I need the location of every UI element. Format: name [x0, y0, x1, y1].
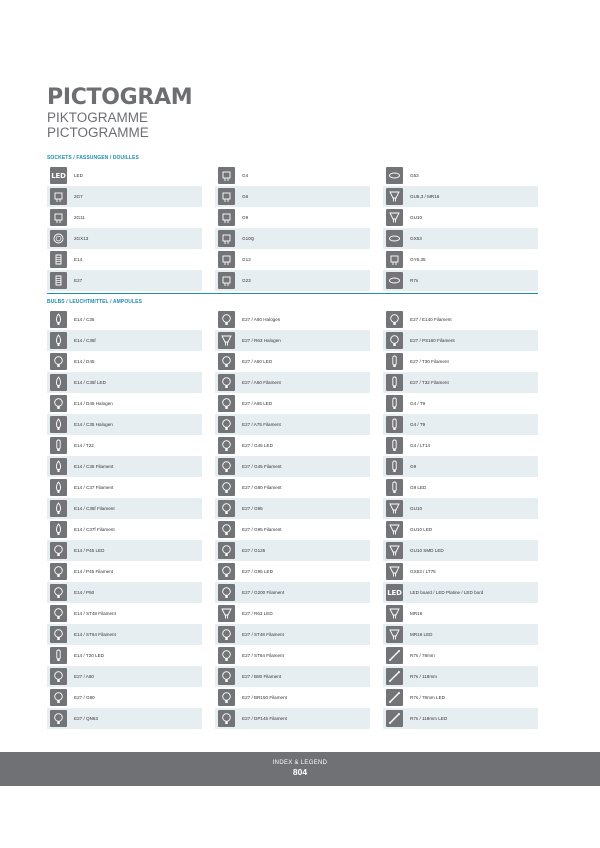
pictogram-cell: [383, 477, 538, 498]
pictogram-label: R7s / 118mm LED: [410, 716, 448, 721]
pictogram-cell: [47, 519, 202, 540]
pictogram-label: E27 / ST64 Filament: [242, 653, 284, 658]
pictogram-label: E14 / C35f: [74, 338, 96, 343]
pictogram-cell: [47, 624, 202, 645]
pictogram-label: E27 / E140 Filament: [410, 317, 452, 322]
pictogram-label: G4 / LT14: [410, 443, 431, 448]
pictogram-label: E27 / A75 Filament: [242, 422, 281, 427]
pictogram-label: E27 / G80: [74, 695, 95, 700]
pictogram-cell: [383, 372, 538, 393]
gx53-socket-icon: [386, 230, 403, 247]
bulb-icon: [218, 668, 235, 685]
pictogram-label: G9: [242, 215, 249, 220]
pictogram-cell: [383, 519, 538, 540]
bulb-row: [47, 351, 538, 372]
g6-pins-icon: [218, 188, 235, 205]
bulb-icon: [50, 311, 67, 328]
pictogram-label: E27 / R63 Halogen: [242, 338, 281, 343]
pictogram-cell: [383, 228, 538, 249]
pictogram-cell: [215, 456, 370, 477]
bulb-row: [47, 330, 538, 351]
bulb-icon: [50, 395, 67, 412]
pictogram-label: GU10 LED: [410, 527, 433, 532]
pictogram-label: E27 / BR150 Filament: [242, 695, 287, 700]
pictogram-cell: [383, 165, 538, 186]
bulb-icon: [50, 563, 67, 580]
pictogram-cell: [215, 330, 370, 351]
pictogram-label: E14 / C35f Filament: [74, 506, 115, 511]
pictogram-label: E27 / DP145 Filament: [242, 716, 287, 721]
pictogram-cell: [215, 207, 370, 228]
pictogram-cell: [47, 456, 202, 477]
bulb-icon: [50, 542, 67, 559]
pictogram-cell: [215, 540, 370, 561]
pictogram-label: E27 / PS160 Filament: [410, 338, 455, 343]
bulb-icon: [386, 437, 403, 454]
bulb-icon: [218, 395, 235, 412]
bulb-icon: [218, 584, 235, 601]
r7s-socket-icon: [386, 272, 403, 289]
bulb-icon: [218, 332, 235, 349]
g23-pins-icon: [218, 272, 235, 289]
pictogram-cell: [47, 498, 202, 519]
pictogram-label: G10Q: [242, 236, 255, 241]
bulb-row: [47, 498, 538, 519]
bulb-icon: [386, 353, 403, 370]
bulb-icon: [218, 311, 235, 328]
bulb-row: [47, 519, 538, 540]
pictogram-cell: [383, 666, 538, 687]
pictogram-label: E27 / QN63: [74, 716, 99, 721]
bulb-icon: [386, 416, 403, 433]
bulb-icon: [218, 479, 235, 496]
bulb-row: [47, 603, 538, 624]
pictogram-label: 2G7: [74, 194, 83, 199]
pictogram-cell: [47, 414, 202, 435]
pictogram-label: E14 / P45 Filament: [74, 569, 114, 574]
bulb-icon: [218, 563, 235, 580]
pictogram-label: E27 / A60 LED: [242, 359, 273, 364]
pictogram-cell: [47, 582, 202, 603]
bulbs-grid: [47, 309, 538, 729]
bulb-row: [47, 393, 538, 414]
bulb-row: [47, 561, 538, 582]
gu10-socket-icon: [386, 209, 403, 226]
pictogram-label: MR16: [410, 611, 423, 616]
bulb-icon: [50, 500, 67, 517]
pictogram-cell: [383, 498, 538, 519]
pictogram-cell: [215, 270, 370, 291]
bulb-icon: [50, 647, 67, 664]
pictogram-label: R7s / 78mm LED: [410, 695, 445, 700]
bulb-icon: [386, 458, 403, 475]
bulb-row: [47, 456, 538, 477]
bulb-icon: [386, 626, 403, 643]
pictogram-label: G4 / T9: [410, 422, 426, 427]
bulb-icon: [386, 521, 403, 538]
pictogram-label: GX53 / LT75: [410, 569, 436, 574]
bulb-row: [47, 540, 538, 561]
pictogram-label: E27 / G80 Filament: [242, 485, 282, 490]
bulb-icon: [386, 563, 403, 580]
g53-socket-icon: [386, 167, 403, 184]
pictogram-cell: [47, 540, 202, 561]
pictogram-cell: [383, 687, 538, 708]
pictogram-label: E14 / T20 LED: [74, 653, 105, 658]
bulb-icon: [386, 710, 403, 727]
pictogram-label: GU10 SMD LED: [410, 548, 444, 553]
pictogram-cell: [383, 414, 538, 435]
pictogram-cell: [383, 309, 538, 330]
socket-row: [47, 270, 538, 291]
pictogram-cell: [215, 309, 370, 330]
pictogram-cell: [47, 186, 202, 207]
pictogram-label: E27 / A60 Filament: [242, 380, 281, 385]
pictogram-cell: [383, 540, 538, 561]
pictogram-label: E27 / T32 Filament: [410, 380, 449, 385]
page-footer: [0, 752, 600, 786]
bulb-icon: [218, 605, 235, 622]
pictogram-label: E27 / G95: [242, 506, 263, 511]
footer-section-label: INDEX & LEGEND: [272, 760, 328, 766]
pictogram-label: MR16 LED: [410, 632, 433, 637]
pictogram-label: E14: [74, 257, 83, 262]
pictogram-cell: [47, 561, 202, 582]
pictogram-cell: [215, 372, 370, 393]
e27-thread-icon: [50, 272, 67, 289]
pictogram-label: G13: [242, 257, 251, 262]
bulb-icon: [50, 710, 67, 727]
bulb-icon: [386, 542, 403, 559]
g10q-pins-icon: [218, 230, 235, 247]
pictogram-cell: [47, 309, 202, 330]
bulb-icon: [386, 395, 403, 412]
bulb-icon: [218, 374, 235, 391]
page-number: 804: [292, 767, 308, 777]
pictogram-label: E14 / C37f Filament: [74, 527, 115, 532]
bulb-icon: [218, 353, 235, 370]
pictogram-cell: [215, 477, 370, 498]
e14-thread-icon: [50, 251, 67, 268]
pictogram-cell: [383, 186, 538, 207]
pictogram-cell: [47, 228, 202, 249]
socket-row: [47, 207, 538, 228]
pictogram-label: LED: [74, 173, 83, 178]
pictogram-label: E27 / G45 LED: [242, 443, 273, 448]
socket-row: [47, 186, 538, 207]
pictogram-label: G23: [242, 278, 251, 283]
gy635-pins-icon: [386, 251, 403, 268]
pictogram-cell: [215, 498, 370, 519]
pictogram-cell: [47, 477, 202, 498]
2gx13-ring-icon: [50, 230, 67, 247]
pictogram-cell: [215, 414, 370, 435]
pictogram-label: GX53: [410, 236, 422, 241]
bulb-icon: [218, 416, 235, 433]
pictogram-label: G53: [410, 173, 419, 178]
bulb-icon: [50, 332, 67, 349]
pictogram-label: E14 / C37 Filament: [74, 485, 114, 490]
pictogram-label: G6: [242, 194, 249, 199]
pictogram-cell: [47, 708, 202, 729]
pictogram-cell: [47, 435, 202, 456]
pictogram-cell: [383, 330, 538, 351]
pictogram-cell: [47, 372, 202, 393]
pictogram-cell: [215, 519, 370, 540]
pictogram-label: G9 LED: [410, 485, 427, 490]
pictogram-label: E14 / T22: [74, 443, 94, 448]
pictogram-label: GY6,35: [410, 257, 426, 262]
pictogram-label: E27 / A60: [74, 674, 94, 679]
pictogram-label: GU10: [410, 215, 423, 220]
pictogram-label: R7s / 118mm: [410, 674, 437, 679]
bulb-icon: [386, 500, 403, 517]
pictogram-cell: [215, 561, 370, 582]
sockets-section-label: SOCKETS / FASSUNGEN / DOUILLES: [47, 155, 139, 161]
sockets-grid: [47, 165, 538, 291]
pictogram-label: G4: [242, 173, 249, 178]
pictogram-cell: [215, 603, 370, 624]
pictogram-cell: [215, 645, 370, 666]
pictogram-label: E14 / C35 Filament: [74, 464, 114, 469]
pictogram-cell: [215, 582, 370, 603]
pictogram-cell: [47, 249, 202, 270]
pictogram-label: LED board / LED Platine / LED bord: [410, 590, 484, 595]
bulb-icon: [218, 689, 235, 706]
pictogram-label: G9: [410, 464, 417, 469]
pictogram-cell: [215, 393, 370, 414]
bulb-icon: [50, 437, 67, 454]
pictogram-label: E27 / G95 Filament: [242, 527, 282, 532]
pictogram-label: E27 / T30 Filament: [410, 359, 449, 364]
pictogram-label: E27 / A65 LED: [242, 401, 273, 406]
pictogram-cell: [383, 561, 538, 582]
pictogram-cell: [47, 603, 202, 624]
bulb-icon: [50, 668, 67, 685]
pictogram-cell: [383, 351, 538, 372]
pictogram-cell: [215, 165, 370, 186]
page-subtitle-fr: PICTOGRAMME: [47, 125, 149, 140]
bulb-icon: [218, 458, 235, 475]
bulb-icon: [386, 689, 403, 706]
pictogram-cell: [383, 645, 538, 666]
bulb-row: [47, 582, 538, 603]
pictogram-cell: [383, 393, 538, 414]
pictogram-label: E14 / C35 Halogen: [74, 422, 113, 427]
bulb-row: [47, 708, 538, 729]
pictogram-label: E27 / G200 Filament: [242, 590, 285, 595]
pictogram-cell: [383, 456, 538, 477]
2g11-pins-icon: [50, 209, 67, 226]
bulb-icon: [50, 353, 67, 370]
pictogram-label: GU5,3 / MR16: [410, 194, 440, 199]
pictogram-cell: [215, 228, 370, 249]
bulb-icon: [50, 374, 67, 391]
bulb-row: [47, 414, 538, 435]
pictogram-label: E14 / P50: [74, 590, 95, 595]
pictogram-cell: [47, 270, 202, 291]
bulb-row: [47, 372, 538, 393]
bulb-icon: [218, 647, 235, 664]
pictogram-label: E14 / D45: [74, 359, 95, 364]
bulb-icon: [50, 584, 67, 601]
led-text-icon: LED: [50, 167, 67, 184]
section-divider: [47, 293, 538, 294]
bulb-icon: [218, 437, 235, 454]
socket-row: [47, 165, 538, 186]
pictogram-label: E14 / ST64 Filament: [74, 632, 116, 637]
pictogram-cell: [215, 435, 370, 456]
page-subtitle-de: PIKTOGRAMME: [47, 110, 149, 125]
bulb-row: [47, 666, 538, 687]
bulbs-section-label: BULBS / LEUCHTMITTEL / AMPOULES: [47, 299, 143, 305]
gu53-socket-icon: [386, 188, 403, 205]
g4-pins-icon: [218, 167, 235, 184]
pictogram-label: E27 / R63 LED: [242, 611, 273, 616]
bulb-row: [47, 687, 538, 708]
pictogram-label: G4 / T9: [410, 401, 426, 406]
pictogram-cell: [47, 645, 202, 666]
pictogram-cell: [215, 666, 370, 687]
pictogram-cell: [47, 165, 202, 186]
bulb-icon: [50, 689, 67, 706]
pictogram-cell: [383, 207, 538, 228]
bulb-row: [47, 645, 538, 666]
g13-pins-icon: [218, 251, 235, 268]
pictogram-cell: [215, 708, 370, 729]
bulb-icon: [386, 311, 403, 328]
pictogram-label: E14 / C35f LED: [74, 380, 106, 385]
bulb-row: [47, 477, 538, 498]
pictogram-cell: [47, 393, 202, 414]
bulb-icon: [50, 458, 67, 475]
pictogram-cell: [47, 207, 202, 228]
pictogram-label: E14 / ST48 Filament: [74, 611, 116, 616]
bulb-icon: [386, 668, 403, 685]
bulb-icon: [386, 605, 403, 622]
pictogram-cell: [383, 603, 538, 624]
pictogram-label: GU10: [410, 506, 423, 511]
pictogram-cell: [215, 624, 370, 645]
pictogram-cell: [47, 666, 202, 687]
bulb-icon: [218, 521, 235, 538]
bulb-icon: [386, 374, 403, 391]
pictogram-cell: [383, 249, 538, 270]
pictogram-label: E27 / ST48 Filament: [242, 632, 284, 637]
pictogram-cell: [383, 582, 538, 603]
pictogram-cell: [383, 708, 538, 729]
bulb-row: [47, 435, 538, 456]
pictogram-cell: [47, 330, 202, 351]
page-title: PICTOGRAM: [47, 85, 193, 110]
pictogram-cell: [383, 624, 538, 645]
pictogram-cell: [215, 687, 370, 708]
pictogram-label: E27 / A60 Halogen: [242, 317, 281, 322]
bulb-icon: [386, 332, 403, 349]
pictogram-label: E14 / P45 LED: [74, 548, 105, 553]
pictogram-cell: [383, 270, 538, 291]
bulb-icon: [218, 542, 235, 559]
bulb-icon: [50, 626, 67, 643]
pictogram-cell: [215, 249, 370, 270]
pictogram-cell: [47, 351, 202, 372]
bulb-icon: [50, 605, 67, 622]
bulb-icon: [218, 710, 235, 727]
pictogram-label: E27 / G95 LED: [242, 569, 273, 574]
bulb-icon: [50, 416, 67, 433]
bulb-row: [47, 309, 538, 330]
socket-row: [47, 228, 538, 249]
g9-loops-icon: [218, 209, 235, 226]
pictogram-label: E27: [74, 278, 83, 283]
bulb-icon: [50, 521, 67, 538]
pictogram-label: R7s / 78mm: [410, 653, 435, 658]
socket-row: [47, 249, 538, 270]
bulb-icon: [50, 479, 67, 496]
pictogram-cell: [215, 186, 370, 207]
pictogram-label: R7s: [410, 278, 419, 283]
pictogram-label: E27 / B80 Filament: [242, 674, 282, 679]
pictogram-label: 2G11: [74, 215, 85, 220]
bulb-icon: [218, 626, 235, 643]
page-header: [47, 86, 192, 140]
pictogram-label: E14 / C35: [74, 317, 95, 322]
pictogram-label: E14 / D45 Halogen: [74, 401, 113, 406]
pictogram-cell: [47, 687, 202, 708]
bulb-row: [47, 624, 538, 645]
pictogram-label: E27 / G45 Filament: [242, 464, 282, 469]
pictogram-cell: [383, 435, 538, 456]
bulb-icon: [386, 479, 403, 496]
pictogram-label: 2GX13: [74, 236, 89, 241]
pictogram-label: E27 / G125: [242, 548, 266, 553]
bulb-icon: [218, 500, 235, 517]
bulb-icon: [386, 647, 403, 664]
2g7-pins-icon: [50, 188, 67, 205]
led-board-icon: LED: [386, 584, 403, 601]
pictogram-cell: [215, 351, 370, 372]
